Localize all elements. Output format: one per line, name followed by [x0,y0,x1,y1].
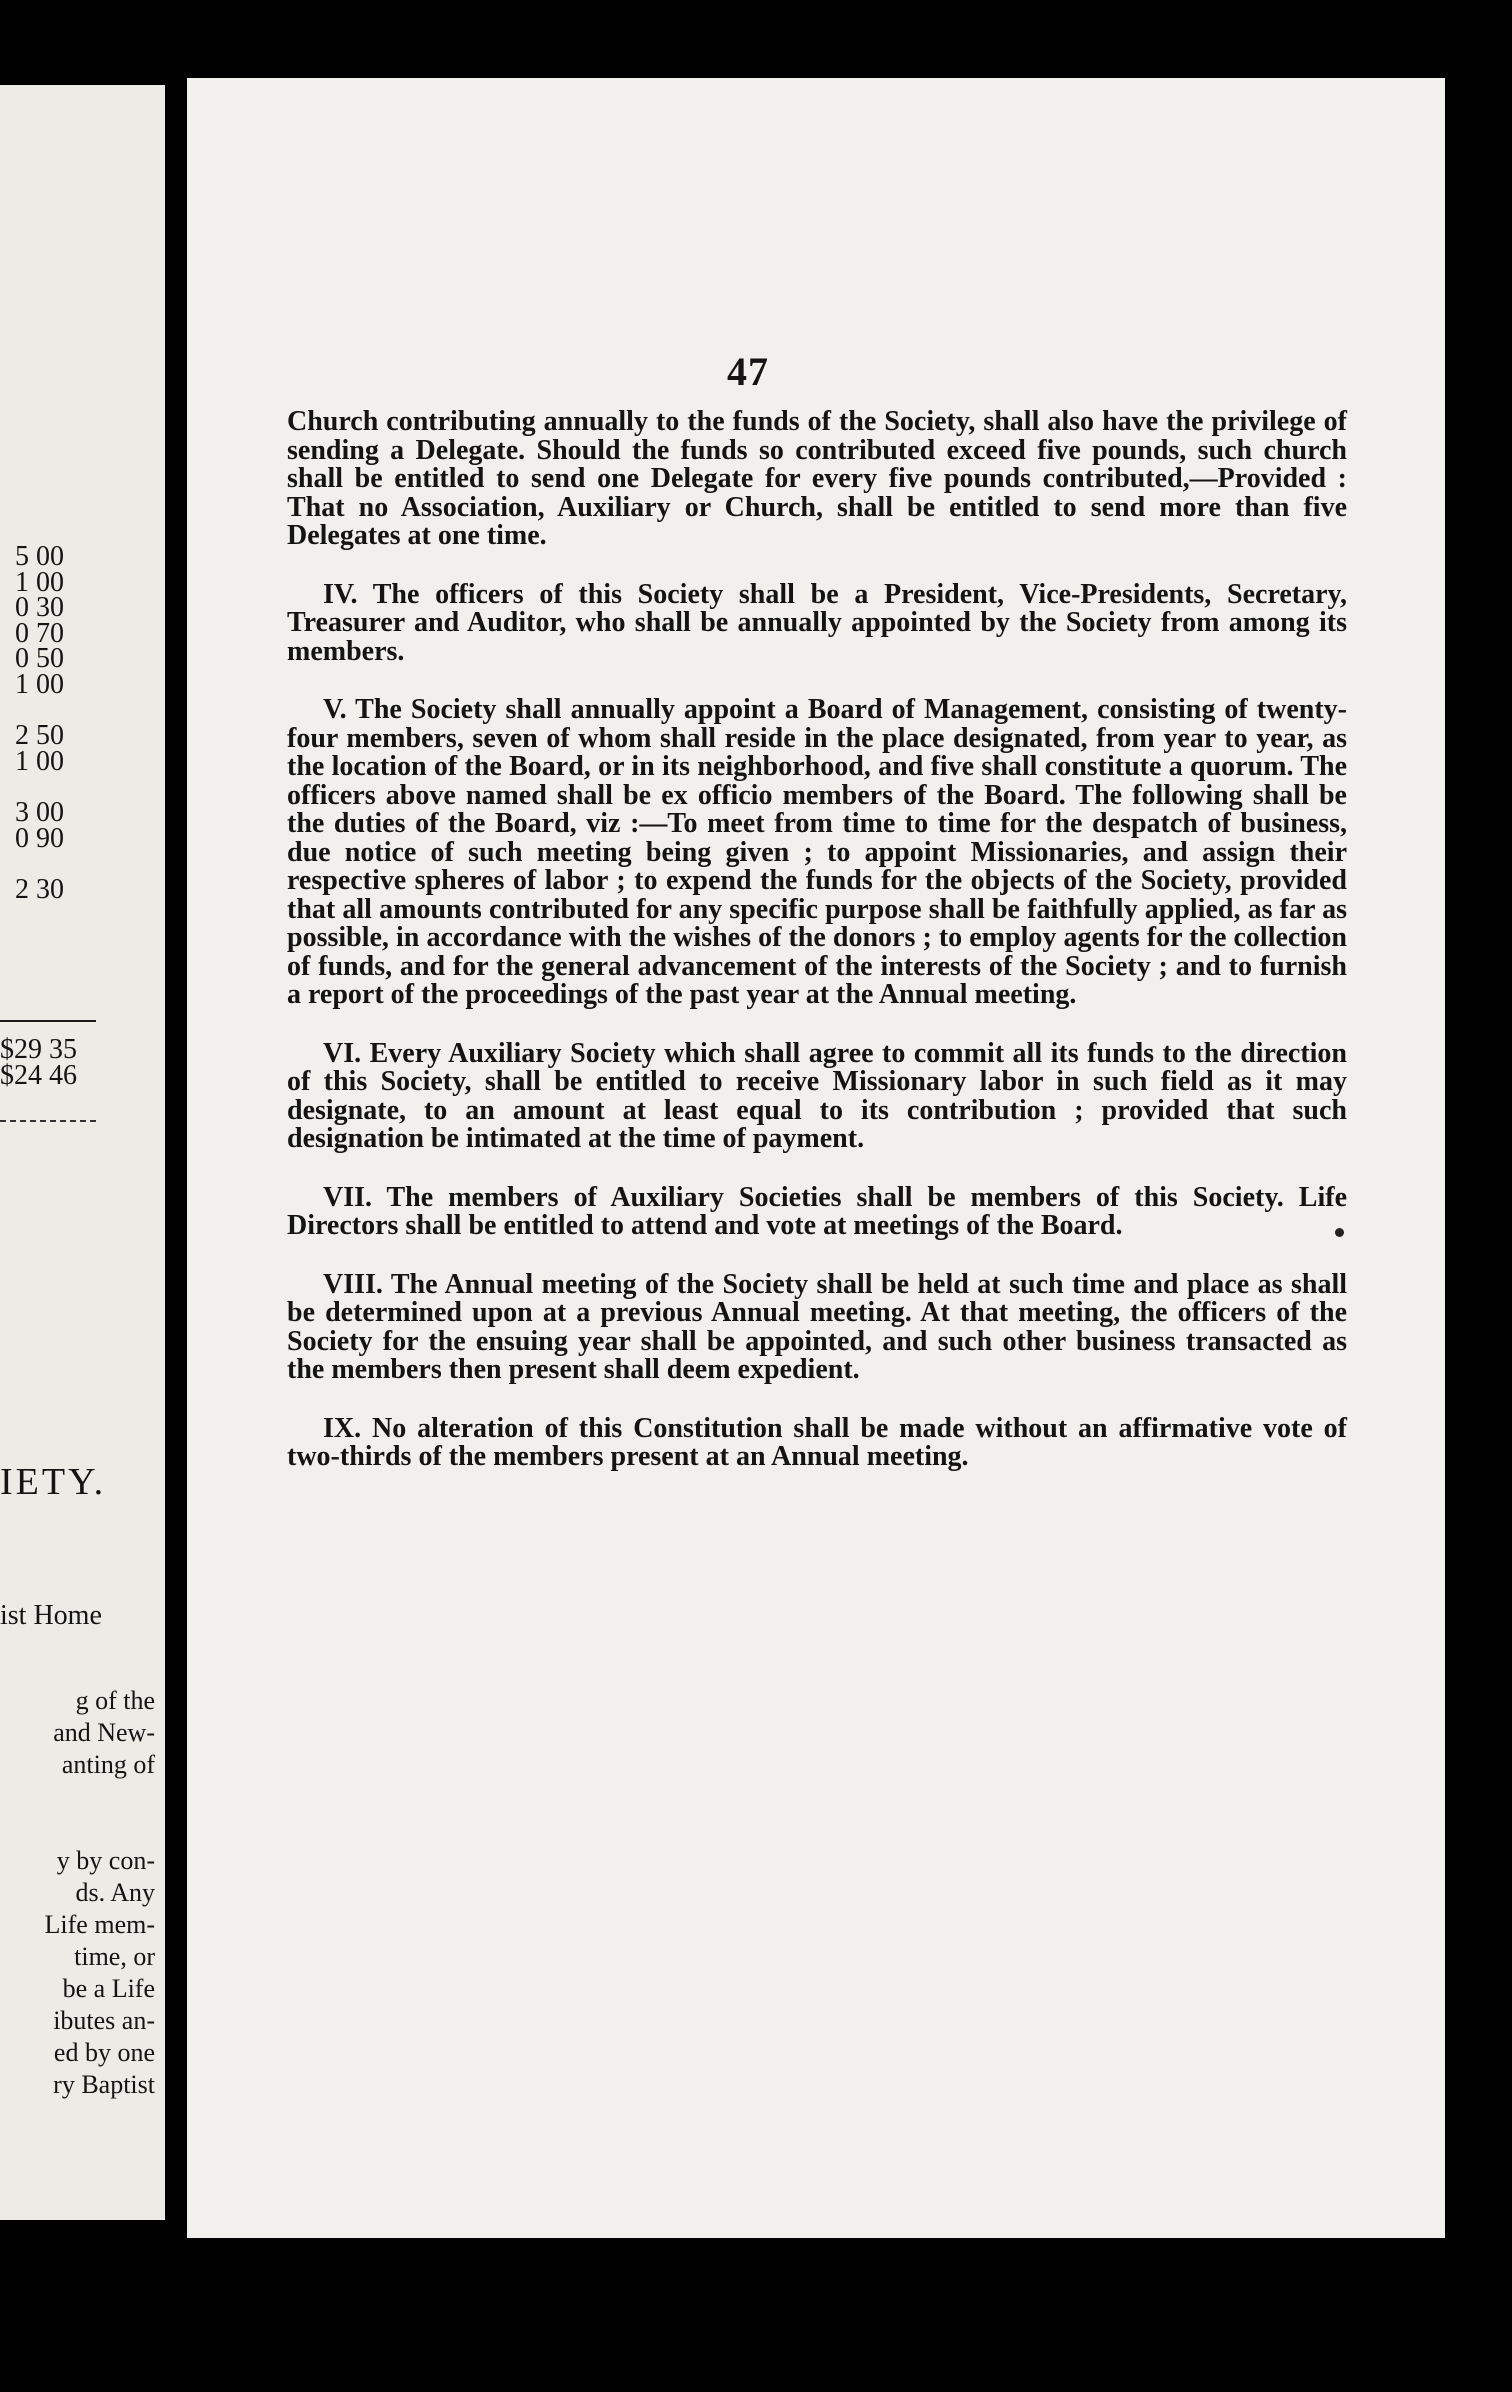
facing-line: ibutes an- [53,2006,155,2035]
amount-value: 5 00 [15,541,64,572]
amount-value: 0 90 [15,822,64,854]
book-gutter [165,0,187,2392]
amount-value: 0 70 [15,617,64,649]
totals-column [0,1034,90,1091]
ink-speck [1335,1228,1344,1237]
article-vi: VI. Every Auxiliary Society which shall agree to commit all its funds to the direction of this Society, shall be entitled to receive Missionary labor in such field as it may designate, to an amount at least equal to its contribution ; provided that such designation be intimated at the time of payment. [287,1037,1347,1154]
amount-value: 0 30 [15,592,64,623]
article-iv: IV. The officers of this Society shall be a President, Vice-Presidents, Secretary, Treasurer and Auditor, who shall be annually appointed by the Society from among its members. [287,578,1347,667]
page-number: 47 [727,349,769,394]
amount-column [2,541,82,905]
main-page [187,78,1445,2238]
facing-line: and New- [53,1718,155,1747]
facing-page-fragment [0,85,165,2220]
amount-value: 0 50 [15,643,64,674]
total-value: $24 46 [0,1060,77,1091]
total-value: $29 35 [0,1034,77,1065]
facing-line: y by con- [56,1846,155,1875]
facing-heading-fragment: IETY. [0,1461,107,1503]
scan-border [1445,0,1512,2392]
total-rule [0,1020,96,1022]
amount-value: 1 00 [15,668,64,700]
amount-value: 1 00 [15,566,64,598]
constitution-text [287,408,1347,1502]
paragraph-continuation: Church contributing annually to the funds of the Society, shall also have the privilege of sending a Delegate. Should the funds so contributed exceed five pounds, such church shall be entitled to send one Delegate for every five pounds contributed,—Provided : That no Association, Auxiliary or Church, shall be entitled to send more than five Delegates at one time. [287,406,1347,551]
facing-line: ry Baptist [53,2070,155,2099]
article-ix: IX. No alteration of this Constitution shall be made without an affirmative vote of two-thirds of the members present at an Annual meeting. [287,1412,1347,1472]
facing-paragraph-fragment [0,1685,155,1781]
facing-line: g of the [75,1686,155,1715]
facing-line: be a Life [62,1974,155,2003]
facing-line: time, or [74,1942,155,1971]
facing-line: Life mem- [44,1910,155,1939]
article-vii: VII. The members of Auxiliary Societies shall be members of this Society. Life Directors shall be entitled to attend and vote at meetings of the Board. [287,1181,1347,1241]
amount-value: 2 30 [15,874,64,905]
amount-value: 1 00 [15,745,64,777]
amount-value: 3 00 [15,797,64,828]
article-v: V. The Society shall annually appoint a Board of Management, consisting of twenty-four members, seven of whom shall reside in the place designated, from year to year, as the location of the Board, or in its neighborhood, and five shall constitute a quorum. The officers above named shall be ex officio members of the Board. The following shall be the duties of the Board, viz :—To meet from time to time for the despatch of business, due notice of such meeting being given ; to appoint Missionaries, and assign their respective spheres of labor ; to expend the funds for the objects of the Society, provided that all amounts contributed for any specific purpose shall be faithfully applied, as far as possible, in accordance with the wishes of the donors ; to employ agents for the collection of funds, and for the general advancement of the interests of the Society ; and to furnish a report of the proceedings of the past year at the Annual meeting. [287,694,1347,1010]
facing-paragraph-fragment [0,1845,155,2101]
facing-line: ds. Any [75,1878,155,1907]
article-viii: VIII. The Annual meeting of the Society shall be held at such time and place as shall be determined upon at a previous Annual meeting. At that meeting, the officers of the Society for the ensuing year shall be appointed, and such other business transacted as the members then present shall deem expedient. [287,1268,1347,1385]
amount-value: 2 50 [15,720,64,751]
facing-subheading-fragment: ist Home [0,1600,102,1631]
facing-line: ed by one [53,2038,155,2067]
facing-line: anting of [61,1750,155,1779]
dashed-rule [0,1120,96,1122]
